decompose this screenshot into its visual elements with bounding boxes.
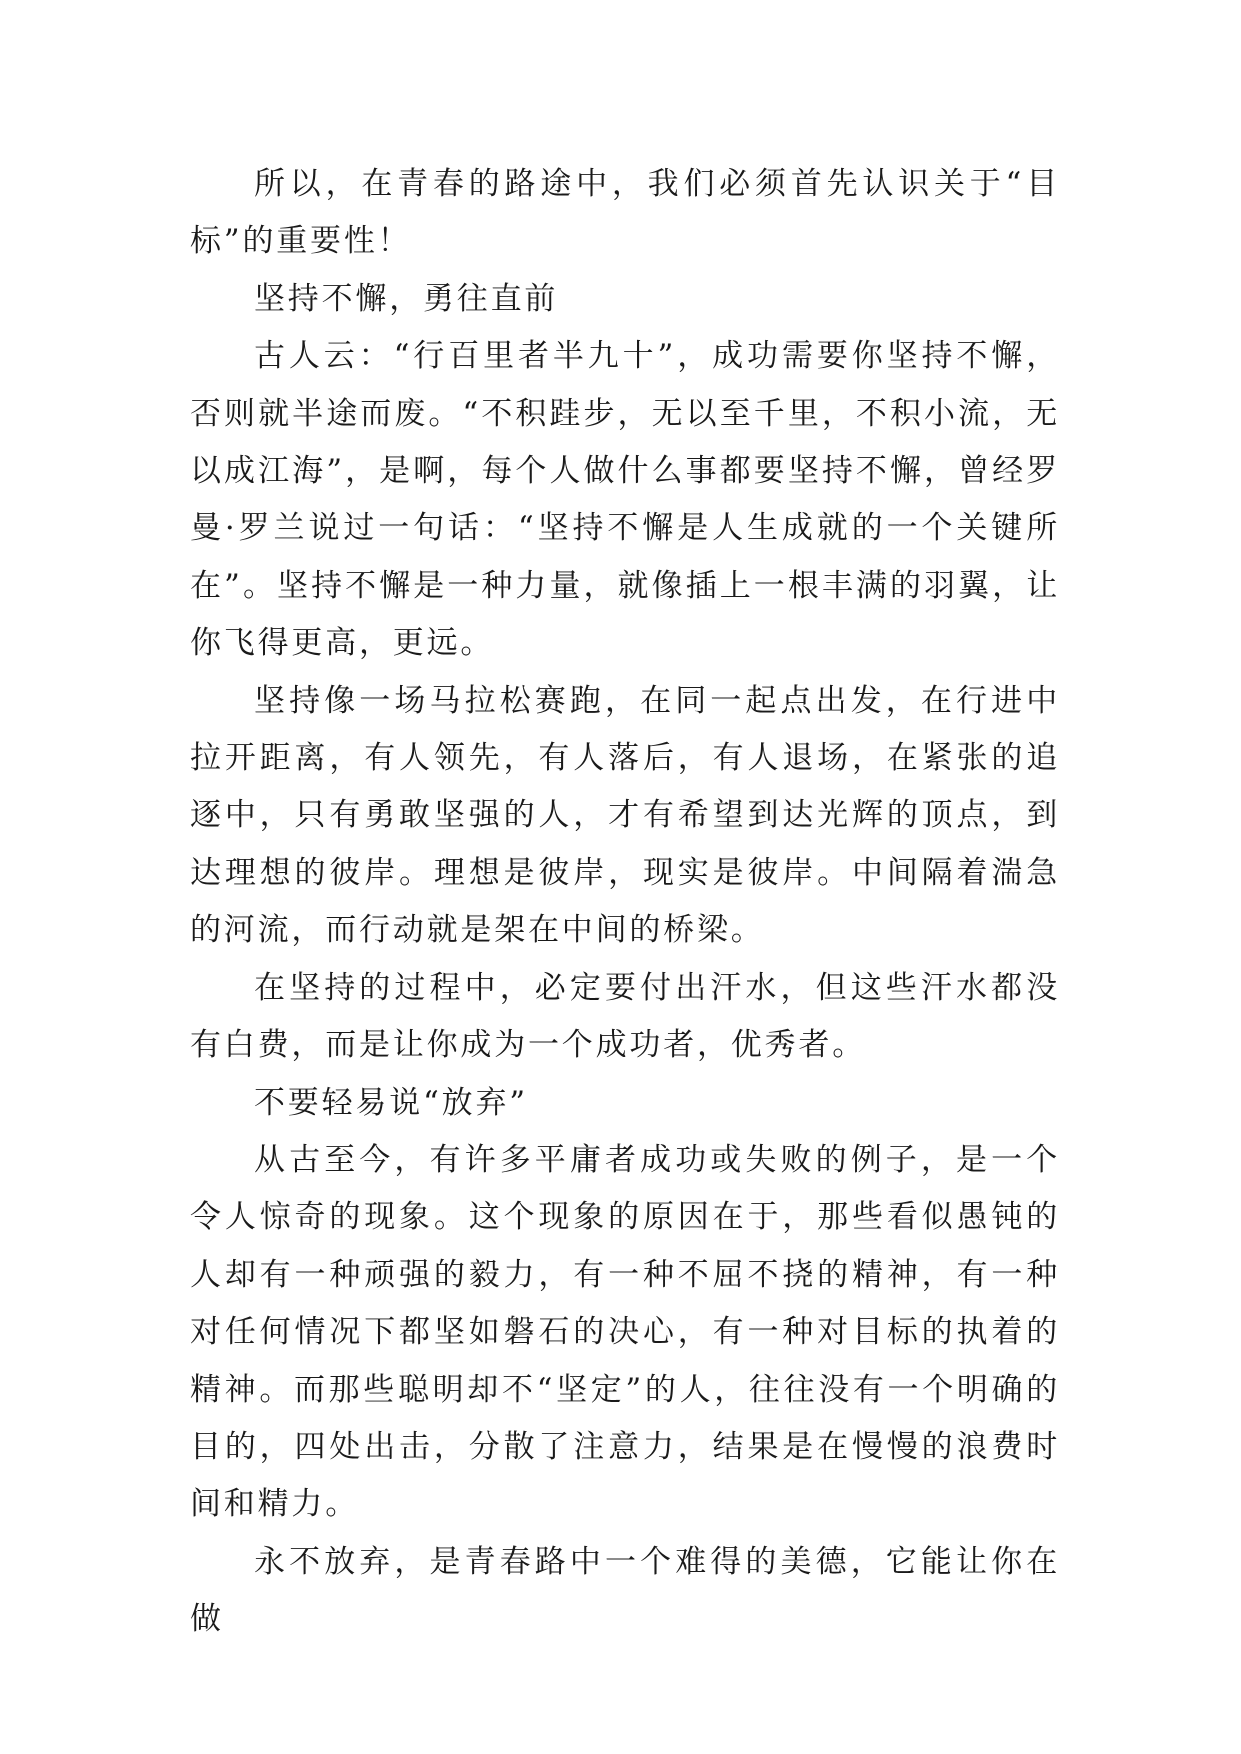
- paragraph-marathon: 坚持像一场马拉松赛跑，在同一起点出发，在行进中拉开距离，有人领先，有人落后，有人退场，在紧张的追逐中，只有勇敢坚强的人，才有希望到达光辉的顶点，到达理想的彼岸。理想是彼岸，现实是彼岸。中间隔着湍急的河流，而行动就是架在中间的桥梁。: [190, 682, 1060, 949]
- paragraph-never-give-up: 永不放弃，是青春路中一个难得的美德，它能让你在做: [190, 1543, 1060, 1638]
- paragraph-sweat: 在坚持的过程中，必定要付出汗水，但这些汗水都没有白费，而是让你成为一个成功者，优秀者。: [190, 969, 1060, 1064]
- paragraph-goal-importance: 所以，在青春的路途中，我们必须首先认识关于“目标”的重要性！: [190, 166, 1060, 260]
- paragraph-ancient-saying: 古人云：“行百里者半九十”，成功需要你坚持不懈，否则就半途而废。“不积跬步，无以至千里，不积小流，无以成江海”，是啊，每个人做什么事都要坚持不懈，曾经罗曼·罗兰说过一句话：“坚持不懈是人生成就的一个关键所在”。坚持不懈是一种力量，就像插上一根丰满的羽翼，让你飞得更高，更远。: [190, 338, 1060, 662]
- section-heading-persistence: 坚持不懈，勇往直前: [254, 280, 559, 317]
- paragraph-mediocre-examples: 从古至今，有许多平庸者成功或失败的例子，是一个令人惊奇的现象。这个现象的原因在于，那些看似愚钝的人却有一种顽强的毅力，有一种不屈不挠的精神，有一种对任何情况下都坚如磐石的决心，有一种对目标的执着的精神。而那些聪明却不“坚定”的人，往往没有一个明确的目的，四处出击，分散了注意力，结果是在慢慢的浪费时间和精力。: [190, 1141, 1060, 1523]
- document-body: [190, 156, 1060, 1649]
- section-heading-never-give-up: 不要轻易说“放弃”: [254, 1084, 528, 1121]
